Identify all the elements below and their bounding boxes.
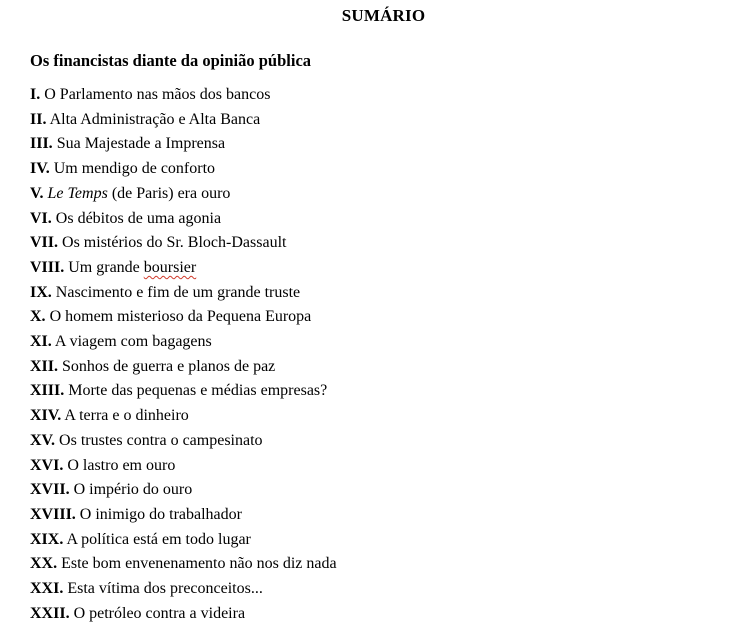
toc-item-text: O petróleo contra a videira: [73, 604, 246, 622]
toc-item: [30, 454, 744, 479]
toc-item-text: Os trustes contra o campesinato: [59, 431, 263, 449]
toc-item-text: O Parlamento nas mãos dos bancos: [44, 86, 271, 103]
toc-item-text: Este bom envenenamento não nos diz nada: [61, 555, 337, 573]
toc-list: [30, 83, 744, 626]
toc-item: [30, 379, 744, 404]
toc-item-numeral: IX.: [30, 283, 52, 301]
page-title: SUMÁRIO: [341, 6, 426, 25]
toc-item-numeral: XVII.: [30, 481, 70, 499]
toc-item-text: O homem misterioso da Pequena Europa: [49, 308, 312, 326]
toc-item-numeral: XXI.: [30, 580, 64, 598]
toc-item-numeral: XVIII.: [30, 505, 76, 523]
toc-item-text: Le Temps: [47, 184, 108, 202]
toc-item-numeral: X.: [30, 308, 46, 326]
toc-item-text: Um grande: [68, 258, 144, 276]
toc-item: [30, 552, 744, 577]
toc-item-text: Morte das pequenas e médias empresas?: [68, 382, 328, 400]
toc-item: [30, 108, 744, 133]
toc-item-numeral: XIX.: [30, 530, 64, 548]
toc-item: [30, 404, 744, 429]
toc-item-numeral: IV.: [30, 160, 50, 178]
toc-item-text: O inimigo do trabalhador: [79, 505, 242, 523]
toc-item-text: Esta vítima dos preconceitos...: [67, 580, 263, 598]
toc-item-text: A política está em todo lugar: [66, 530, 251, 548]
toc-item-numeral: XIII.: [30, 382, 65, 400]
toc-item-numeral: XX.: [30, 555, 58, 573]
toc-item-text: O império do ouro: [73, 481, 193, 499]
toc-item: [30, 132, 744, 157]
toc-item-numeral: XI.: [30, 333, 52, 351]
toc-item-text: Sua Majestade a Imprensa: [56, 135, 226, 153]
toc-item: [30, 478, 744, 503]
toc-item-text: (de Paris) era ouro: [107, 184, 231, 202]
toc-item-text: Os mistérios do Sr. Bloch-Dassault: [62, 234, 287, 252]
toc-item-numeral: VI.: [30, 209, 52, 227]
toc-item-text: Sonhos de guerra e planos de paz: [62, 357, 276, 375]
toc-item: [30, 182, 744, 207]
toc-item-text: O lastro em ouro: [67, 456, 176, 474]
toc-item: [30, 528, 744, 553]
toc-item: [30, 305, 744, 330]
toc-item-numeral: XXII.: [30, 604, 70, 622]
toc-item-numeral: V.: [30, 184, 44, 202]
toc-item: [30, 602, 744, 627]
toc-item-numeral: II.: [30, 110, 47, 128]
toc-item-numeral: XV.: [30, 431, 56, 449]
toc-item: [30, 577, 744, 602]
toc-item-text: Um mendigo de conforto: [53, 160, 216, 178]
toc-item: [30, 207, 744, 232]
misspelled-word: boursier: [143, 258, 197, 276]
toc-item: [30, 429, 744, 454]
toc-item-numeral: XVI.: [30, 456, 64, 474]
toc-item: [30, 83, 744, 108]
toc-item: [30, 231, 744, 256]
toc-item-text: Os débitos de uma agonia: [55, 209, 222, 227]
toc-item-numeral: VIII.: [30, 258, 65, 276]
toc-item: [30, 503, 744, 528]
toc-item: [30, 157, 744, 182]
toc-item-text: A viagem com bagagens: [54, 333, 212, 351]
document-canvas[interactable]: [0, 6, 744, 632]
toc-item-text: A terra e o dinheiro: [64, 407, 189, 425]
toc-item-numeral: I.: [30, 86, 41, 103]
toc-item-numeral: VII.: [30, 234, 59, 252]
toc-item: [30, 256, 744, 281]
toc-item: [30, 330, 744, 355]
toc-item-numeral: III.: [30, 135, 53, 153]
section-heading: Os financistas diante da opinião pública: [30, 51, 312, 70]
toc-item: [30, 355, 744, 380]
toc-item-text: Alta Administração e Alta Banca: [49, 110, 261, 128]
toc-item: [30, 281, 744, 306]
toc-item-numeral: XII.: [30, 357, 59, 375]
toc-item-numeral: XIV.: [30, 407, 62, 425]
toc-item-text: Nascimento e fim de um grande truste: [55, 283, 301, 301]
